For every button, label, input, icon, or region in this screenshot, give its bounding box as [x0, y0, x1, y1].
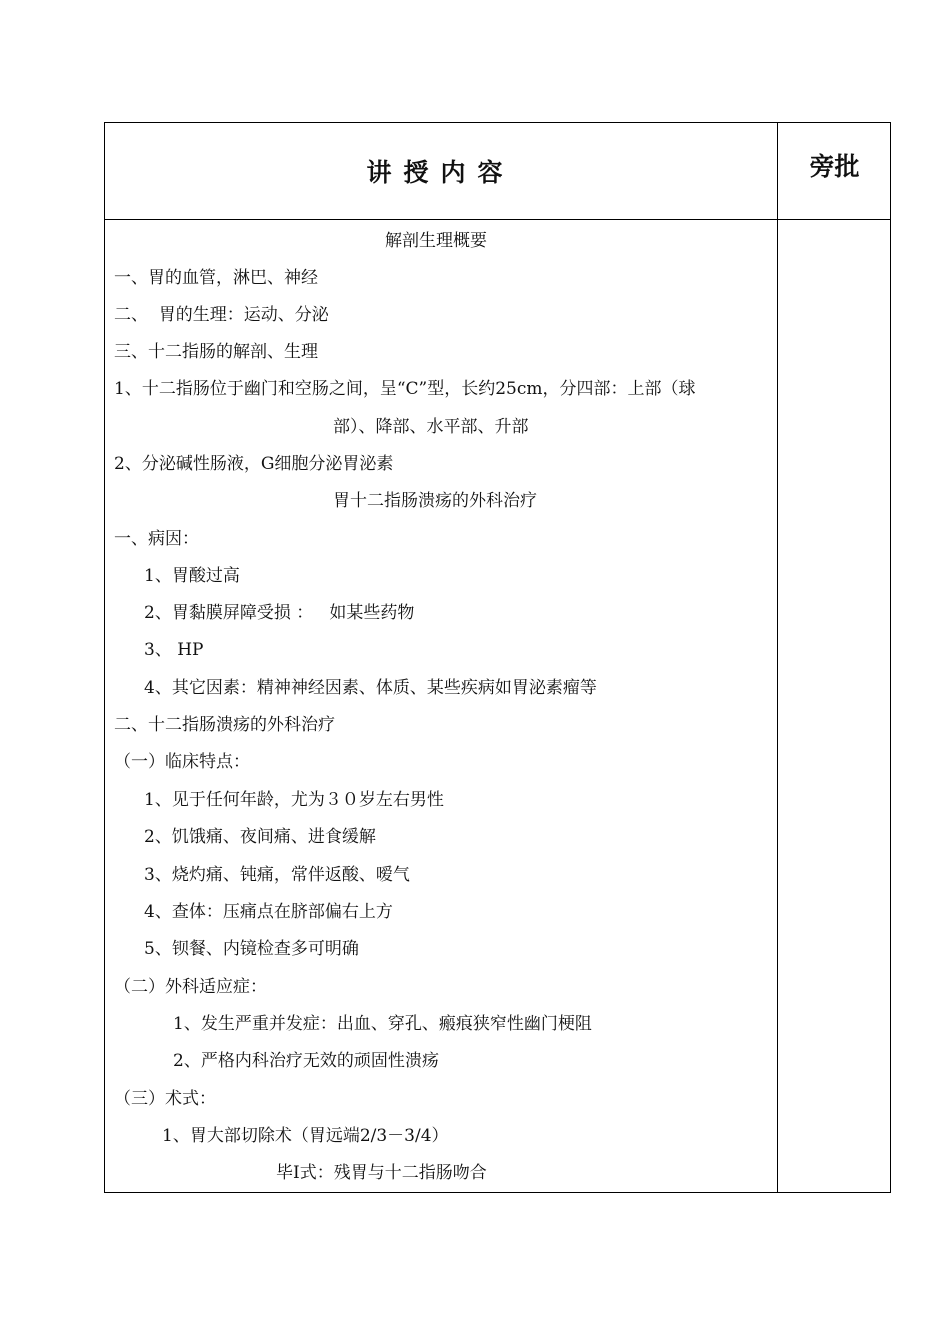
content-line: 二、 胃的生理：运动、分泌 — [114, 305, 329, 325]
column-divider — [777, 122, 778, 1193]
content-line: 1、见于任何年龄，尤为３０岁左右男性 — [144, 790, 444, 810]
content-line: 1、胃大部切除术（胃远端2/3－3/4） — [162, 1126, 449, 1146]
content-line: 1、发生严重并发症：出血、穿孔、瘢痕狭窄性幽门梗阻 — [173, 1014, 592, 1034]
content-line: 4、查体：压痛点在脐部偏右上方 — [144, 902, 393, 922]
content-line: 部）、降部、水平部、升部 — [333, 417, 529, 437]
section-title-ulcer-surgery: 胃十二指肠溃疡的外科治疗 — [333, 491, 537, 511]
header-side-notes: 旁批 — [809, 152, 860, 181]
content-line: 1、十二指肠位于幽门和空肠之间，呈“C”型，长约25cm，分四部：上部（球 — [114, 379, 696, 399]
content-line: 1、胃酸过高 — [144, 566, 240, 586]
content-line: 三、十二指肠的解剖、生理 — [114, 342, 318, 362]
content-line: 毕Ⅰ式：残胃与十二指肠吻合 — [276, 1163, 487, 1183]
header-lecture-content: 讲授内容 — [366, 157, 515, 187]
content-line: 3、 HP — [144, 640, 204, 660]
content-line: 2、严格内科治疗无效的顽固性溃疡 — [173, 1051, 439, 1071]
header-divider — [104, 219, 891, 220]
content-line: 一、病因： — [114, 529, 199, 549]
content-line: 一、胃的血管，淋巴、神经 — [114, 268, 318, 288]
content-line: 二、十二指肠溃疡的外科治疗 — [114, 715, 335, 735]
content-line: 2、胃黏膜屏障受损 ： 如某些药物 — [144, 603, 415, 623]
content-line: （三）术式： — [114, 1089, 216, 1109]
content-line: 2、饥饿痛、夜间痛、进食缓解 — [144, 827, 376, 847]
content-line: 3、烧灼痛、钝痛，常伴返酸、嗳气 — [144, 865, 410, 885]
content-line: 5、钡餐、内镜检查多可明确 — [144, 939, 359, 959]
section-title-anatomy: 解剖生理概要 — [385, 231, 487, 251]
content-line: （二）外科适应症： — [114, 977, 267, 997]
content-line: 2、分泌碱性肠液，G细胞分泌胃泌素 — [114, 454, 394, 474]
content-line: （一）临床特点： — [114, 752, 250, 772]
content-line: 4、其它因素：精神神经因素、体质、某些疾病如胃泌素瘤等 — [144, 678, 597, 698]
